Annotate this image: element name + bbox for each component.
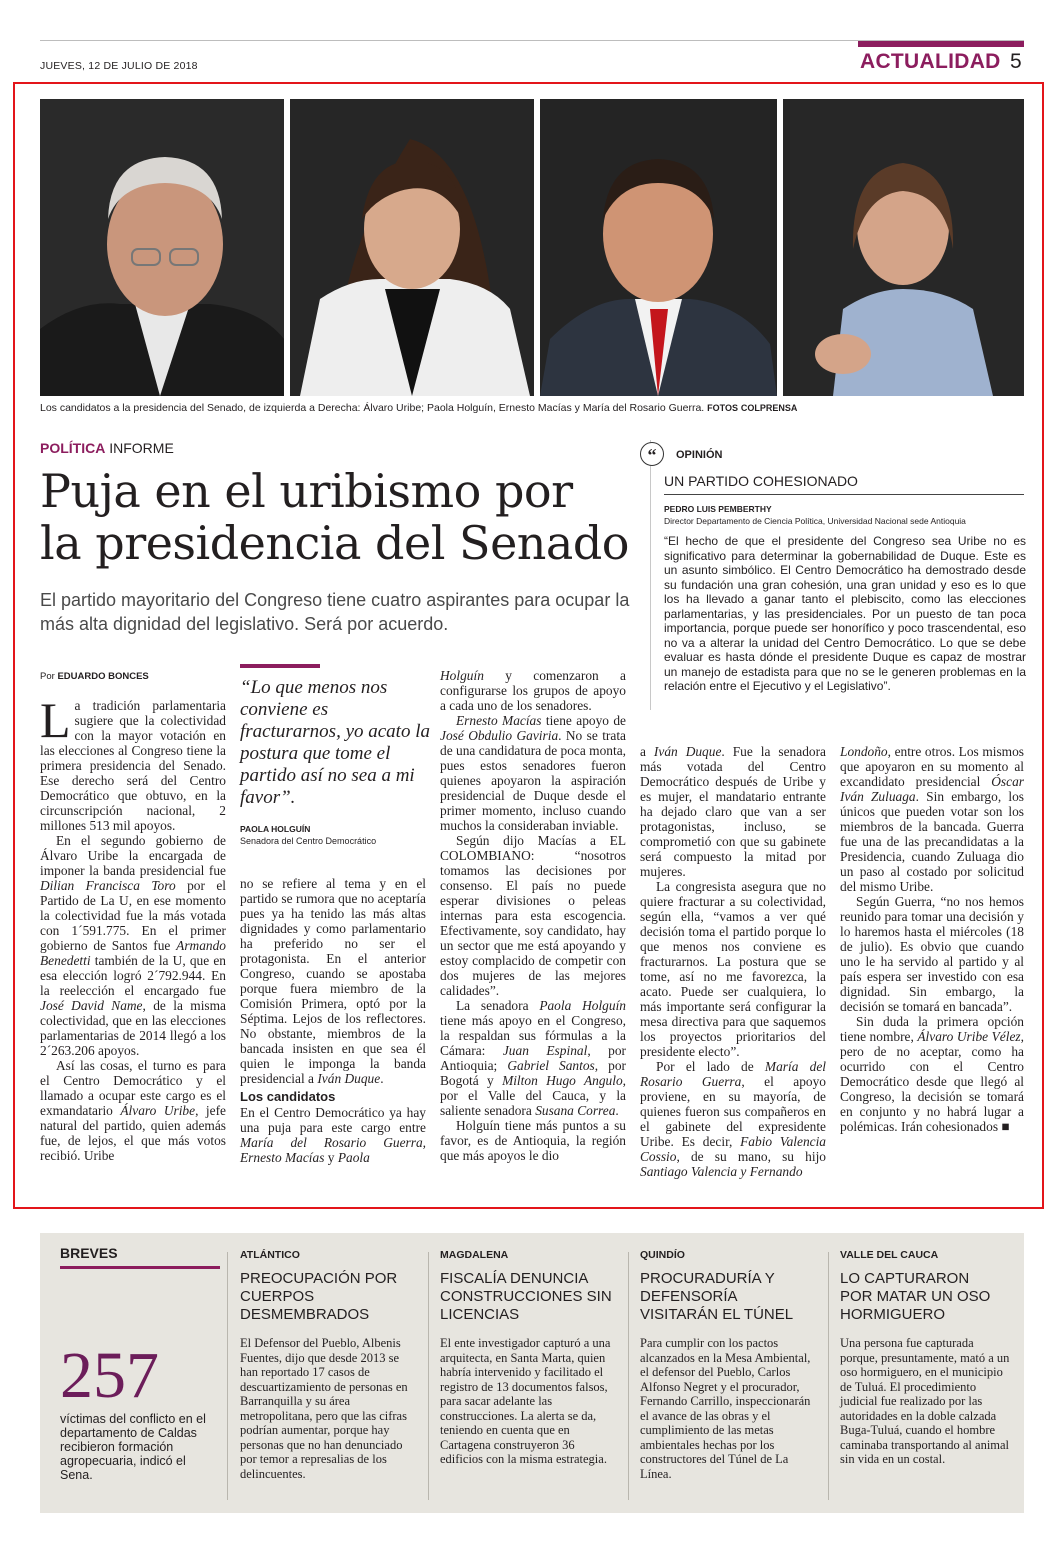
paragraph: Según Guerra, “no nos hemos reunido para tomar una decisión y lo haremos hasta el miércoles (18 de julio). Es obvio que cuando uno le ha servido al partido y al país espera ser investido con esa dignidad. Sin embargo, la decisión se tomará en bancada”. xyxy=(840,894,1024,1014)
opinion-author-role: Director Departamento de Ciencia Política, Universidad Nacional sede Antioquia xyxy=(664,516,966,526)
breve-text: Para cumplir con los pactos alcanzados en la Mesa Ambiental, el defensor del Pueblo, Carlos Alfonso Negret y el procurador, Fernando Carrillo, inspeccionarán el avance de las obras y el cumplimiento de las metas ambientales hechas por los constructores del Túnel de La Línea. xyxy=(640,1336,811,1481)
breve-region: ATLÁNTICO xyxy=(240,1249,300,1261)
breves-title: BREVES xyxy=(60,1245,118,1261)
photo-credit-prefix: FOTOS xyxy=(707,403,738,413)
breve-headline: LO CAPTURARON POR MATAR UN OSO HORMIGUERO xyxy=(840,1270,991,1323)
paragraph: La congresista asegura que no quiere fracturar a su colectividad, según ella, “vamos a ver qué decisión toma el partido porque lo que menos nos conviene es fracturarnos. La postura que se tome, así no me favorezca, la acato. Puede ser cualquiera, lo más importante será configurar la mesa directiva para que saquemos los proyectos prioritarios del presidente electo”. xyxy=(640,879,826,1059)
paragraph: En el Centro Democrático ya hay una puja para este cargo entre María del Rosario Guerra, Ernesto Macías y Paola xyxy=(240,1105,426,1165)
paragraph: Sin duda la primera opción tiene nombre, Álvaro Uribe Vélez, pero de no aceptar, como ha ocurrido con el Centro Democrático desde que llegó al Congreso, la decisión se tomará en conjunto y no habrá lugar a polémicas. Irán cohesionados ■ xyxy=(840,1014,1024,1134)
photo-caption xyxy=(40,402,1024,414)
opinion-title: UN PARTIDO COHESIONADO xyxy=(664,473,858,489)
photo-alvaro-uribe xyxy=(40,99,284,396)
pull-quote-bar xyxy=(240,664,320,668)
paragraph: La senadora Paola Holguín tiene más apoyo en el Congreso, la respaldan sus fórmulas a la Cámara: Juan Espinal, por Antioquia; Gabriel Santos, por Bogotá y Milton Hugo Angulo, por el Valle del Cauca, y la saliente senadora Susana Correa. xyxy=(440,998,627,1118)
headline-line-1: Puja en el uribismo por xyxy=(40,464,573,518)
article-column-3 xyxy=(440,668,626,1163)
breve-text: Una persona fue capturada porque, presuntamente, mató a un oso hormiguero, en el municipio de Tuluá. El procedimiento judicial fue realizado por las autoridades en la doble calzada Buga-Tuluá, cuando el hombre caminaba transportando al animal sin vida en un costal. xyxy=(840,1336,1010,1466)
opinion-body: “El hecho de que el presidente del Congreso sea Uribe no es significativo para determinar la gobernabilidad de Duque. Este es un asunto simbólico. El Centro Democrático ha demostrado desde su fundación una gran cohesión, una gran unidad y eso es lo que los ha llevado a ganar tanto el plebiscito, como las elecciones parlamentarias, y las presidenciales. Por un puesto de tan poca importancia, porque puede ser honorífico y poco trascendental, eso no va a alterar la unidad del Centro Democrático. Lo que se debe evaluar es hasta dónde el presidente Duque es capaz de mostrar un manejo de estadista para que no se le generen problemas en la relación entre el Ejecutivo y el Legislativo”. xyxy=(664,534,1026,693)
article-column-4 xyxy=(640,744,826,1179)
photo-credit: COLPRENSA xyxy=(740,403,798,413)
breves-big-number-text: víctimas del conflicto en el departamento de Caldas recibieron formación agropecuaria, indicó el Sena. xyxy=(60,1412,206,1482)
paragraph: En el segundo gobierno de Álvaro Uribe la encargada de imponer la banda presidencial fue Dilian Francisca Toro por el Partido de La U, en ese momento la colectividad fue la más votada con 1´591.775. En el primer gobierno de Santos fue Armando Benedetti también de la U, que en esa elección logró 2´792.944. En la reelección el encargado fue José David Name, de la misma colectividad, que en las elecciones parlamentarias de 2014 llegó a los 2´263.206 apoyos. xyxy=(40,833,226,1058)
opinion-label: OPINIÓN xyxy=(676,449,723,461)
breve-headline: PROCURADURÍA Y DEFENSORÍA VISITARÁN EL TÚNEL xyxy=(640,1270,794,1323)
kicker-type: INFORME xyxy=(109,440,174,456)
end-mark-icon: ■ xyxy=(1001,1119,1010,1134)
paragraph: Según dijo Macías a EL COLOMBIANO: “nosotros tomamos las decisiones por consenso. El país no puede esperar divisiones o peleas internas para esta escogencia. Efectivamente, soy candidato, hay un sector que me está apoyando y estoy complacido de competir con dos mujeres de las mejores calidades”. xyxy=(440,833,626,998)
paragraph: Por el lado de María del Rosario Guerra, el apoyo proviene, en su mayoría, de quienes fueron sus compañeros en el gabinete del expresidente Uribe. Es decir, Fabio Valencia Cossio, de su mano, su hijo Santiago Valencia y Fernando xyxy=(640,1059,826,1179)
pull-quote-role: Senadora del Centro Democrático xyxy=(240,836,377,846)
article-column-5 xyxy=(840,744,1024,1134)
paragraph: a Iván Duque. Fue la senadora más votada del Centro Democrático después de Uribe y es mujer, el mandatario entrante ha dejado claro que van a ser protagonistas, incluso, se comprometió con que su gabinete será compuesto la mitad por mujeres. xyxy=(640,744,826,879)
paragraph: Así las cosas, el turno es para el Centro Democrático y el llamado a ocupar este cargo es el exmandatario Álvaro Uribe, jefe natural del partido, quien además fue, de lejos, el que más votos recibió. Uribe xyxy=(40,1058,226,1163)
breves-divider xyxy=(628,1252,629,1500)
breves-title-rule xyxy=(60,1266,220,1269)
breve-headline: PREOCUPACIÓN POR CUERPOS DESMEMBRADOS xyxy=(240,1270,398,1323)
section-accent-bar xyxy=(858,41,1024,47)
photo-ernesto-macias xyxy=(540,99,777,396)
breve-text: El Defensor del Pueblo, Albenis Fuentes, dijo que desde 2013 se han reportado 17 casos de descuartizamiento de personas en Barranquilla y su área metropolitana, pero que las cifras podrían aumentar, porque hay personas que no han denunciado por temor a represalias de los delincuentes. xyxy=(240,1336,408,1481)
opinion-author: PEDRO LUIS PEMBERTHY xyxy=(664,504,772,514)
drop-cap: L xyxy=(40,692,71,748)
kicker-section: POLÍTICA xyxy=(40,440,106,456)
paragraph: Holguín y comenzaron a configurarse los grupos de apoyo a cada uno de los senadores. xyxy=(440,668,626,713)
breves-divider xyxy=(828,1252,829,1500)
article-headline xyxy=(40,465,640,569)
breves-big-number: 257 xyxy=(60,1339,159,1412)
page-number: 5 xyxy=(1010,50,1022,73)
opinion-title-rule xyxy=(664,494,1024,495)
pull-quote: “Lo que menos nos conviene es fracturarnos, yo acato la postura que tome el partido así no sea a mi favor”. xyxy=(240,677,430,808)
article-column-1 xyxy=(40,692,226,1163)
breve-region: MAGDALENA xyxy=(440,1249,509,1261)
photo-maria-del-rosario-guerra xyxy=(783,99,1024,396)
byline-prefix: Por xyxy=(40,671,55,682)
article-deck: El partido mayoritario del Congreso tiene cuatro aspirantes para ocupar la más alta dignidad del legislativo. Será por acuerdo. xyxy=(40,590,630,634)
byline xyxy=(40,671,149,682)
article-kicker xyxy=(40,440,174,456)
paragraph: no se refiere al tema y en el partido se rumora que no aceptaría pues ya ha tenido las más altas dignidades y como parlamentario ha preferido no ser el protagonista. En el anterior Congreso, cuando se apostaba porque fuera miembro de la Comisión Primera, optó por la Séptima. Lejos de los reflectores. No obstante, miembros de la bancada insisten en que sea él quien le imponga la banda presidencial a Iván Duque. xyxy=(240,876,426,1086)
paragraph: Holguín tiene más puntos a su favor, es de Antioquia, la región que más apoyos le dio xyxy=(440,1118,626,1163)
pull-quote-author: PAOLA HOLGUÍN xyxy=(240,824,311,834)
paragraph: La tradición parlamentaria sugiere que la colectividad con la mayor votación en las elecciones al Congreso tiene la primera presidencia del Senado. Ese derecho será del Centro Democrático que obtuvo, en la circunscripción nacional, 2 millones 513 mil apoyos. xyxy=(40,692,226,833)
breve-region: QUINDÍO xyxy=(640,1249,685,1261)
photo-paola-holguin xyxy=(290,99,534,396)
paragraph: Londoño, entre otros. Los mismos que apoyaron en su momento al excandidato presidencial Óscar Iván Zuluaga. Sin embargo, los únicos que pueden votar son los miembros de la bancada. Guerra fue una de las precandidatas a la Presidencia, cuando Zuluaga dio un paso al costado por solicitud del mismo Uribe. xyxy=(840,744,1024,894)
caption-text: Los candidatos a la presidencia del Senado, de izquierda a Derecha: Álvaro Uribe; Paola Holguín, Ernesto Macías y María del Rosario Guerra. xyxy=(40,402,705,414)
issue-date: JUEVES, 12 DE JULIO DE 2018 xyxy=(40,60,198,72)
breves-divider xyxy=(428,1252,429,1500)
headline-line-2: la presidencia del Senado xyxy=(40,516,629,570)
breve-region: VALLE DEL CAUCA xyxy=(840,1249,939,1261)
breve-headline: FISCALÍA DENUNCIA CONSTRUCCIONES SIN LICENCIAS xyxy=(440,1270,612,1323)
subhead: Los candidatos xyxy=(240,1089,336,1104)
opinion-divider xyxy=(650,440,651,710)
quote-marks-icon: “ xyxy=(640,442,664,466)
breves-divider xyxy=(227,1252,228,1500)
paragraph: Ernesto Macías tiene apoyo de José Obdulio Gaviria. No se trata de una candidatura de poca monta, pues estos senadores fueron quienes apoyaron la aspiración presidencial de Duque desde el primer momento, incluso cuando muchos la consideraban inviable. xyxy=(440,713,626,833)
byline-name: EDUARDO BONCES xyxy=(57,671,149,682)
breve-text: El ente investigador capturó a una arquitecta, en Santa Marta, quien habría intervenido y facilitado el registro de 13 documentos falsos, para sacar adelante las construcciones. La alerta se da, teniendo en cuenta que en Cartagena construyeron 36 edificios con la misma estrategia. xyxy=(440,1336,611,1466)
section-name: ACTUALIDAD xyxy=(860,50,1001,73)
article-column-2 xyxy=(240,876,426,1165)
